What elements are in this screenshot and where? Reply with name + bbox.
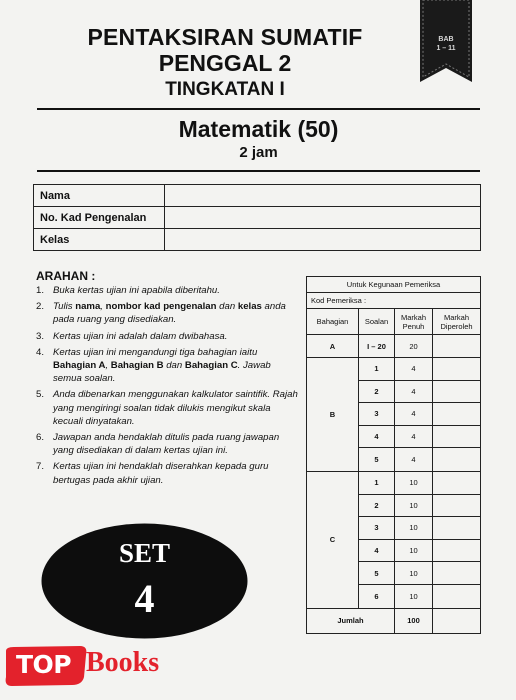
instruction-item: [36, 460, 298, 486]
total-marks-obtained[interactable]: [433, 609, 480, 633]
instruction-text: Tulis: [53, 301, 76, 313]
marks-row: [359, 358, 480, 381]
divider: [37, 170, 480, 172]
chapter-banner-label: BAB: [438, 36, 454, 43]
question-number: 1: [359, 472, 395, 494]
instruction-item: [36, 388, 298, 428]
total-full-marks: 100: [395, 609, 433, 633]
marks-obtained-field[interactable]: [433, 381, 480, 403]
instruction-text: Jawapan anda hendaklah ditulis pada ruang jawapan yang disediakan di dalam kertas ujian ini.: [53, 432, 280, 457]
examiner-code-label: Kod Pemeriksa :: [311, 296, 367, 305]
total-row: [307, 609, 480, 633]
header-full-marks: Markah Penuh: [395, 309, 433, 334]
section-label: B: [307, 358, 359, 471]
instruction-text: nombor kad pengenalan: [105, 301, 217, 313]
marks-obtained-field[interactable]: [433, 540, 480, 562]
question-number: 3: [359, 403, 395, 425]
marks-header-row: [307, 309, 480, 335]
section-group-b: [307, 358, 480, 472]
marks-row: [359, 585, 480, 608]
instruction-text: Bahagian B: [110, 360, 164, 372]
marks-row: [359, 335, 480, 357]
instruction-text: Bahagian A: [53, 360, 106, 372]
marks-row: [359, 517, 480, 540]
full-marks: 4: [395, 403, 433, 425]
ic-number-field[interactable]: [165, 207, 481, 229]
name-row: [34, 185, 481, 207]
marks-obtained-field[interactable]: [433, 585, 480, 608]
instruction-item: [36, 346, 298, 386]
full-marks: 10: [395, 495, 433, 517]
marks-obtained-field[interactable]: [433, 472, 480, 494]
instruction-text: Kertas ujian ini mengandungi tiga bahagian iaitu: [53, 346, 258, 358]
subject-title: Matematik (50): [178, 116, 339, 142]
set-number: 4: [134, 576, 155, 621]
instructions-list: [36, 284, 298, 490]
question-number: 2: [359, 381, 395, 403]
instruction-text: anda pada ruang yang disediakan.: [53, 301, 286, 326]
exam-duration: 2 jam: [239, 144, 278, 161]
examiner-marks-table: [306, 276, 481, 634]
marks-row: [359, 448, 480, 471]
instruction-item: [36, 431, 298, 457]
exam-title-line3: TINGKATAN I: [165, 79, 285, 100]
header-marks-obtained: Markah Diperoleh: [440, 312, 473, 331]
instruction-number: 5.: [36, 389, 45, 401]
question-number: I – 20: [359, 335, 395, 357]
full-marks: 10: [395, 562, 433, 584]
instruction-text: Anda dibenarkan menggunakan kalkulator saintifik. Rajah yang mengiringi soalan tidak dilukis mengikut skala kecuali dinyatakan.: [53, 389, 298, 427]
marks-row: [359, 540, 480, 563]
question-number: 4: [359, 426, 395, 448]
marks-obtained-field[interactable]: [433, 517, 480, 539]
instruction-text: . Jawab semua soalan.: [53, 360, 271, 385]
full-marks: 20: [395, 335, 433, 357]
instruction-text: dan: [216, 301, 238, 313]
instruction-text: Kertas ujian ini hendaklah diserahkan kepada guru bertugas pada akhir ujian.: [53, 461, 269, 486]
question-number: 1: [359, 358, 395, 380]
class-row: [34, 229, 481, 251]
name-label: Nama: [34, 185, 165, 207]
marks-row: [359, 472, 480, 495]
question-number: 3: [359, 517, 395, 539]
logo-text-top: TOP: [16, 650, 72, 679]
instruction-text: kelas: [237, 301, 262, 313]
marks-row: [359, 381, 480, 404]
class-label: Kelas: [34, 229, 165, 251]
instruction-text: ,: [100, 301, 106, 313]
examiner-code-row: [307, 293, 480, 309]
section-label: C: [307, 472, 359, 608]
full-marks: 10: [395, 517, 433, 539]
logo-text-books: Books: [86, 647, 160, 678]
question-number: 5: [359, 448, 395, 471]
marks-row: [359, 426, 480, 449]
total-label: Jumlah: [307, 609, 395, 633]
instruction-number: 2.: [36, 301, 45, 313]
full-marks: 10: [395, 472, 433, 494]
exam-title-line1: PENTAKSIRAN SUMATIF: [87, 24, 363, 50]
instruction-number: 3.: [36, 330, 45, 342]
full-marks: 4: [395, 426, 433, 448]
question-number: 6: [359, 585, 395, 608]
full-marks: 4: [395, 448, 433, 471]
chapter-banner-range: 1 – 11: [436, 45, 456, 52]
instruction-number: 6.: [36, 432, 45, 444]
class-field[interactable]: [165, 229, 481, 251]
marks-caption: Untuk Kegunaan Pemeriksa: [346, 280, 441, 289]
ic-row: [34, 207, 481, 229]
marks-obtained-field[interactable]: [433, 562, 480, 584]
instruction-text: dan: [163, 360, 185, 372]
marks-obtained-field[interactable]: [433, 448, 480, 471]
instruction-item: [36, 300, 298, 326]
instruction-number: 7.: [36, 461, 45, 473]
instruction-item: [36, 284, 298, 297]
marks-row: [359, 403, 480, 426]
full-marks: 10: [395, 585, 433, 608]
exam-title-line2: PENGGAL 2: [158, 50, 292, 76]
name-field[interactable]: [165, 185, 481, 207]
marks-obtained-field[interactable]: [433, 495, 480, 517]
set-label: SET: [118, 538, 171, 568]
instruction-text: ,: [105, 360, 111, 372]
ic-number-label: No. Kad Pengenalan: [34, 207, 165, 229]
marks-row: [359, 495, 480, 518]
instruction-text: nama: [75, 301, 101, 313]
header-question: Soalan: [359, 309, 395, 334]
section-group-a: [307, 335, 480, 358]
marks-row: [359, 562, 480, 585]
instruction-number: 4.: [36, 346, 45, 358]
instruction-number: 1.: [36, 285, 45, 296]
instruction-item: [36, 330, 298, 343]
section-group-c: [307, 472, 480, 609]
instruction-text: Buka kertas ujian ini apabila diberitahu.: [53, 285, 220, 296]
marks-obtained-field[interactable]: [433, 335, 480, 357]
marks-obtained-field[interactable]: [433, 358, 480, 380]
section-label: A: [307, 335, 359, 357]
full-marks: 4: [395, 358, 433, 380]
question-number: 5: [359, 562, 395, 584]
marks-obtained-field[interactable]: [433, 426, 480, 448]
student-info-table: [33, 184, 481, 251]
marks-caption-row: [307, 277, 480, 293]
full-marks: 10: [395, 540, 433, 562]
divider: [37, 108, 480, 110]
marks-obtained-field[interactable]: [433, 403, 480, 425]
instruction-text: Bahagian C: [184, 360, 238, 372]
question-number: 4: [359, 540, 395, 562]
question-number: 2: [359, 495, 395, 517]
instructions-title: ARAHAN :: [36, 269, 96, 283]
header-section: Bahagian: [307, 309, 359, 334]
full-marks: 4: [395, 381, 433, 403]
instruction-text: Kertas ujian ini adalah dalam dwibahasa.: [53, 330, 228, 342]
